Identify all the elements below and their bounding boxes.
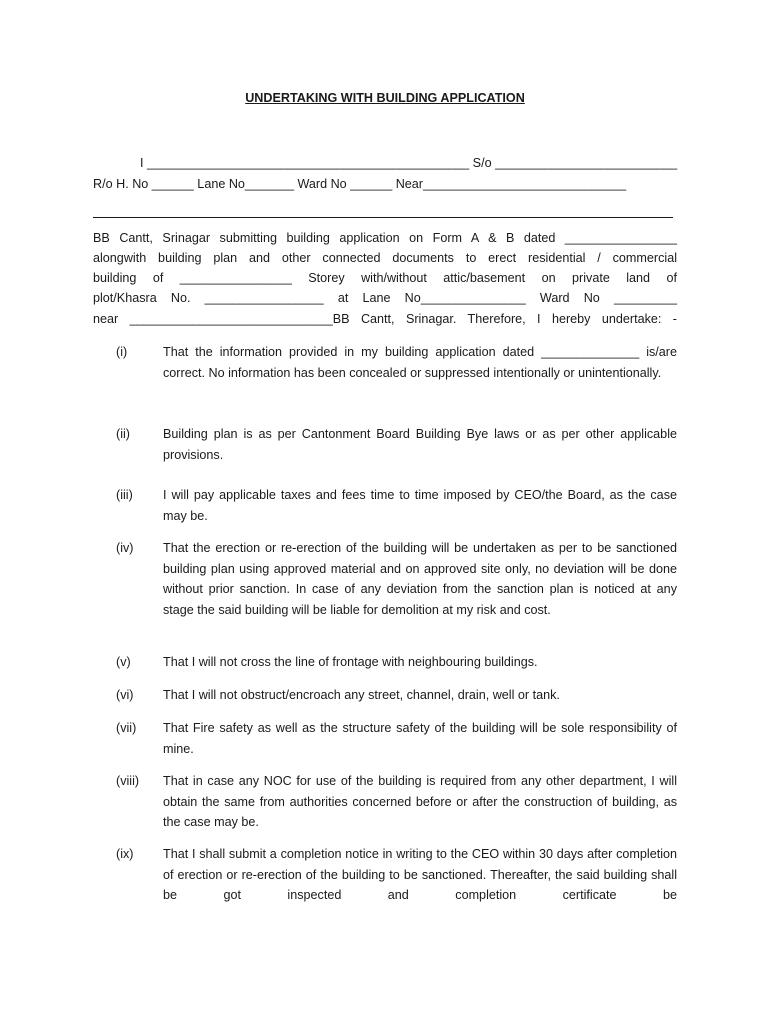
item-text: I will pay applicable taxes and fees time to time imposed by CEO/the Board, as the case may be. xyxy=(163,488,677,523)
intro-line-undertake: near _____________________________BB Cantt, Srinagar. Therefore, I hereby undertake: - xyxy=(93,312,677,326)
item-number: (v) xyxy=(116,655,131,669)
item-number: (viii) xyxy=(116,774,140,788)
item-text: That Fire safety as well as the structure safety of the building will be sole responsibility of mine. xyxy=(163,721,677,756)
item-text: That I shall submit a completion notice in writing to the CEO within 30 days after completion of erection or re-erection of the building to be sanctioned. Thereafter, the said building shall be got inspected and completion certificate be xyxy=(163,847,677,902)
item-number: (i) xyxy=(116,345,128,359)
intro-line-application: BB Cantt, Srinagar submitting building application on Form A & B dated ________________ xyxy=(93,231,677,245)
item-text: That in case any NOC for use of the building is required from any other department, I will obtain the same from authorities concerned before or after the construction of building, as the case may be. xyxy=(163,774,677,829)
item-text: Building plan is as per Cantonment Board Building Bye laws or as per other applicable provisions. xyxy=(163,427,677,462)
item-number: (ii) xyxy=(116,427,130,441)
document-title: UNDERTAKING WITH BUILDING APPLICATION xyxy=(245,91,525,105)
item-text: That I will not obstruct/encroach any street, channel, drain, well or tank. xyxy=(163,688,560,702)
intro-line-storey: building of ________________ Storey with/without attic/basement on private land of xyxy=(93,271,677,285)
item-number: (iii) xyxy=(116,488,133,502)
item-number: (ix) xyxy=(116,847,134,861)
intro-line-name: I ______________________________________________ S/o __________________________ xyxy=(140,156,678,170)
intro-line-address: R/o H. No ______ Lane No_______ Ward No ______ Near_____________________________ xyxy=(93,177,627,191)
intro-line-plot: plot/Khasra No. _________________ at Lane No_______________ Ward No _________ xyxy=(93,291,677,305)
item-number: (vi) xyxy=(116,688,134,702)
item-text: That the erection or re-erection of the building will be undertaken as per to be sanctioned building plan using approved material and on approved site only, no deviation will be done without prior sanction. In case of any deviation from the sanction plan is noticed at any stage the said building will be liable for demolition at my risk and cost. xyxy=(163,541,677,617)
blank-address-line xyxy=(93,217,673,218)
item-number: (iv) xyxy=(116,541,134,555)
intro-line-documents: alongwith building plan and other connected documents to erect residential / commercial xyxy=(93,251,677,265)
item-text: That the information provided in my building application dated ______________ is/are correct. No information has been concealed or suppressed intentionally or unintentionally. xyxy=(163,345,677,380)
item-text: That I will not cross the line of frontage with neighbouring buildings. xyxy=(163,655,538,669)
item-number: (vii) xyxy=(116,721,137,735)
